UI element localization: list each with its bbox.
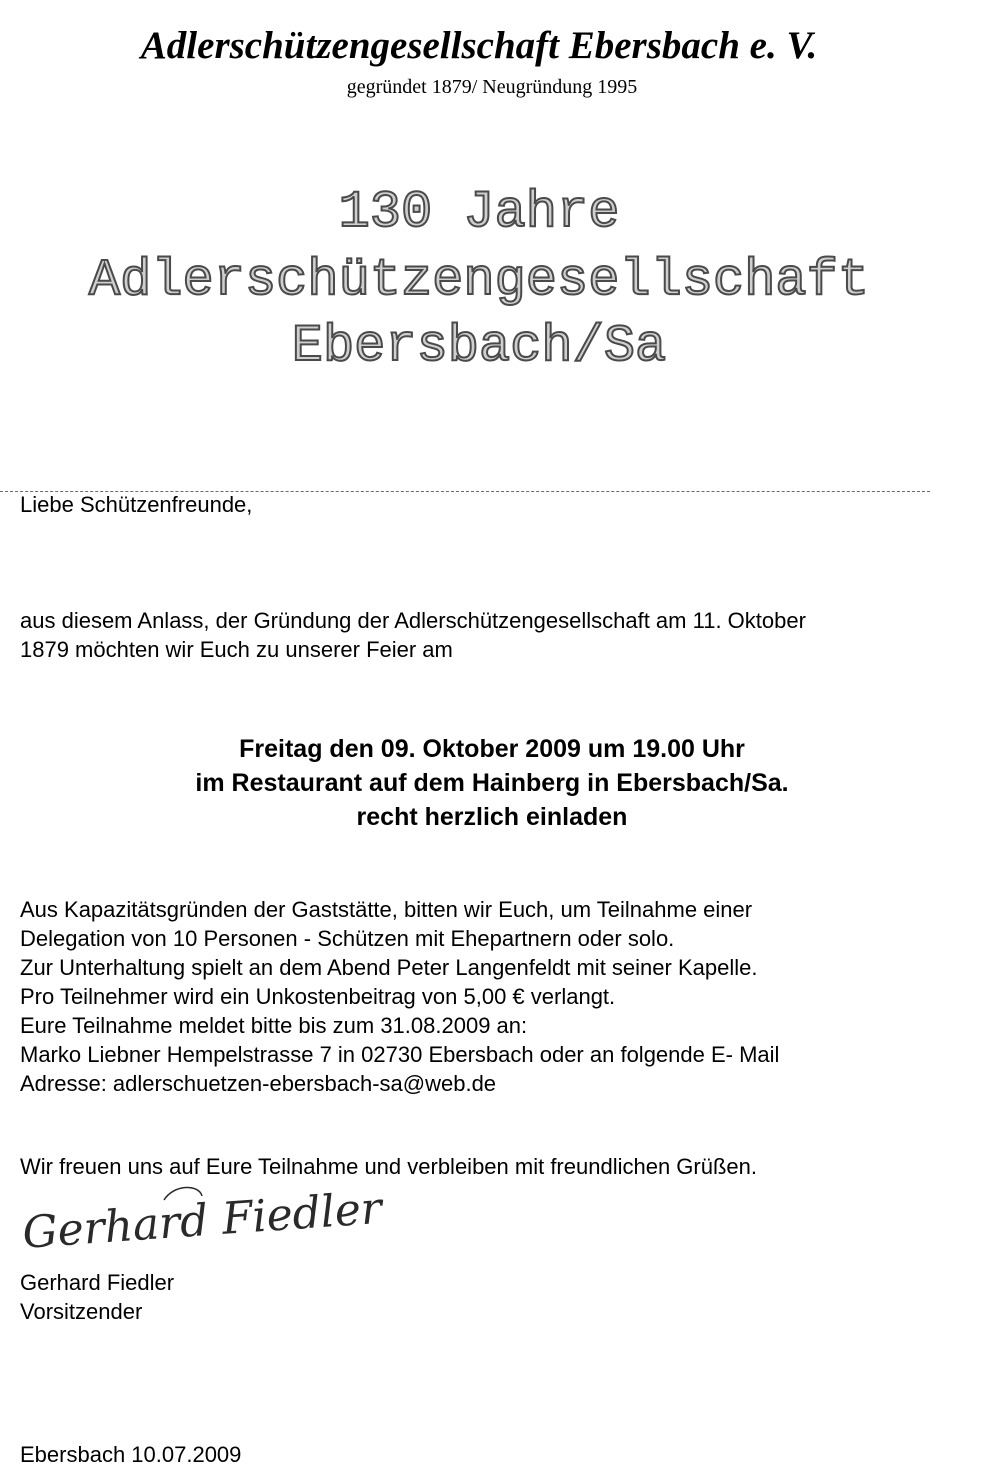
details-line: Pro Teilnehmer wird ein Unkostenbeitrag von 5,00 € verlangt. bbox=[20, 984, 616, 1009]
event-line: im Restaurant auf dem Hainberg in Ebersbach/Sa. bbox=[195, 769, 789, 797]
anniversary-heading-line-1: 130 Jahre bbox=[338, 183, 620, 242]
closing-line: Wir freuen uns auf Eure Teilnahme und verbleiben mit freundlichen Grüßen. bbox=[20, 1154, 757, 1179]
signer-role: Vorsitzender bbox=[20, 1299, 143, 1324]
place-and-date: Ebersbach 10.07.2009 bbox=[20, 1442, 242, 1467]
letterhead-subtitle: gegründet 1879/ Neugründung 1995 bbox=[346, 76, 638, 98]
signature-text: Gerhard Fiedler bbox=[20, 1182, 384, 1259]
signer-name: Gerhard Fiedler bbox=[20, 1270, 175, 1295]
salutation: Liebe Schützenfreunde, bbox=[20, 492, 253, 517]
intro-paragraph bbox=[20, 606, 806, 664]
anniversary-heading-line-3: Ebersbach/Sa bbox=[291, 317, 667, 376]
event-announcement bbox=[0, 732, 984, 834]
intro-line: aus diesem Anlass, der Gründung der Adlerschützengesellschaft am 11. Oktober bbox=[20, 608, 806, 633]
anniversary-heading-line-2: Adlerschützengesellschaft bbox=[88, 251, 870, 310]
event-line: Freitag den 09. Oktober 2009 um 19.00 Uhr bbox=[239, 735, 745, 763]
signer-block bbox=[20, 1268, 174, 1326]
details-paragraph bbox=[20, 895, 779, 1098]
handwritten-signature bbox=[14, 1180, 384, 1260]
intro-line: 1879 möchten wir Euch zu unserer Feier am bbox=[20, 637, 453, 662]
details-line: Zur Unterhaltung spielt an dem Abend Peter Langenfeldt mit seiner Kapelle. bbox=[20, 955, 758, 980]
details-line: Aus Kapazitätsgründen der Gaststätte, bitten wir Euch, um Teilnahme einer bbox=[20, 897, 753, 922]
event-line: recht herzlich einladen bbox=[356, 803, 628, 831]
details-line: Eure Teilnahme meldet bitte bis zum 31.08.2009 an: bbox=[20, 1013, 528, 1038]
details-line: Delegation von 10 Personen - Schützen mit Ehepartnern oder solo. bbox=[20, 926, 675, 951]
letterhead-title: Adlerschützengesellschaft Ebersbach e. V. bbox=[140, 24, 818, 67]
details-line: Adresse: adlerschuetzen-ebersbach-sa@web.de bbox=[20, 1071, 497, 1096]
details-line: Marko Liebner Hempelstrasse 7 in 02730 Ebersbach oder an folgende E- Mail bbox=[20, 1042, 780, 1067]
